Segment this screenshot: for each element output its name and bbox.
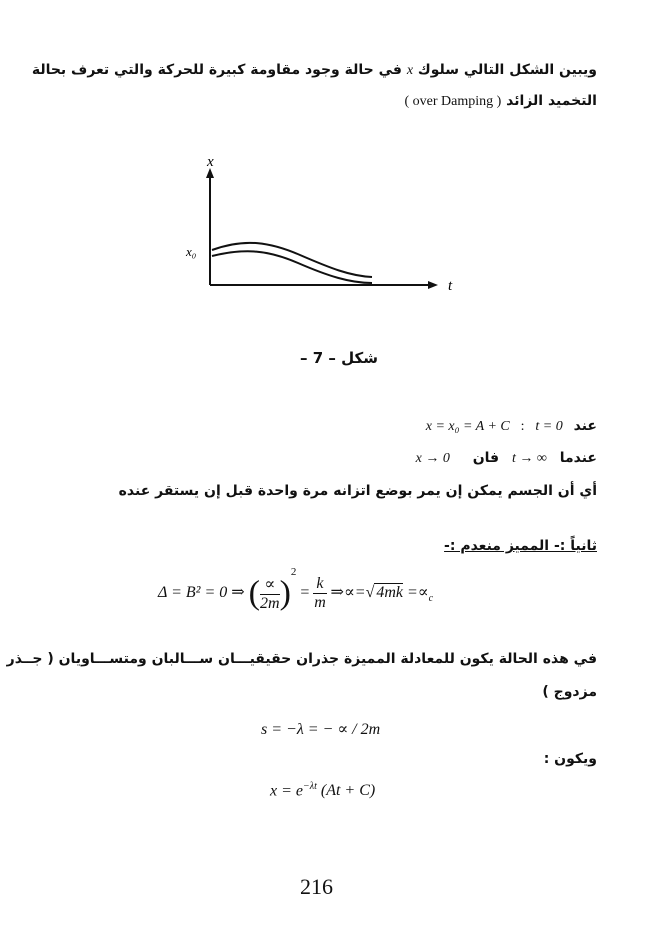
initial-equation: x = x₀ = A + C bbox=[425, 419, 510, 434]
body-paragraph-line-2: مزدوج ) bbox=[542, 684, 597, 700]
limit-condition-line bbox=[416, 450, 597, 468]
k-numerator: k bbox=[313, 575, 326, 594]
open-paren: ( bbox=[248, 574, 260, 612]
section-heading: ثانياً :- المميز منعدم :- bbox=[444, 538, 597, 554]
initial-time: t = 0 bbox=[535, 419, 563, 434]
alpha-over-2m bbox=[260, 574, 280, 613]
delta-lhs: Δ = B² = 0 ⇒ bbox=[158, 584, 245, 601]
meaning-line: أي أن الجسم يمكن إن يمر بوضع اتزانه مرة واحدة قبل إن يستقر عنده bbox=[118, 483, 597, 499]
curve-lower bbox=[212, 251, 372, 283]
equals-sign: = bbox=[300, 584, 310, 601]
when-label: عند bbox=[573, 418, 597, 434]
result-rhs: =∝ bbox=[407, 584, 429, 601]
critical-subscript: c bbox=[428, 593, 434, 605]
intro-line-2-english: ( over Damping ) bbox=[404, 94, 502, 109]
solution-exponent: −λt bbox=[303, 781, 317, 792]
x-axis-arrow bbox=[428, 281, 438, 289]
intro-line-1-before: ويبين الشكل التالي سلوك bbox=[417, 62, 597, 78]
k-over-m bbox=[313, 575, 326, 612]
close-paren: ) bbox=[279, 574, 291, 612]
critical-damping-equation bbox=[158, 566, 433, 613]
frac-numerator: ∝ bbox=[260, 574, 280, 595]
result-lhs: ⇒∝= bbox=[330, 584, 366, 601]
and-is-label: ويكون : bbox=[543, 751, 597, 767]
when-label-2: عندما bbox=[559, 450, 597, 466]
intro-line-2 bbox=[404, 93, 597, 111]
limit-equation: x → 0 bbox=[415, 451, 450, 466]
power-two: 2 bbox=[290, 566, 297, 578]
figure-caption: شكل – 7 – bbox=[300, 349, 378, 367]
intro-line-1 bbox=[32, 62, 597, 80]
sqrt-sign: √ bbox=[365, 584, 375, 601]
colon-separator: : bbox=[520, 419, 525, 434]
solution-tail: (At + C) bbox=[320, 782, 376, 800]
y-axis-label: x bbox=[207, 154, 214, 170]
intro-line-1-after: في حالة وجود مقاومة كبيرة للحركة والتي تعرف بحالة bbox=[31, 62, 402, 78]
overdamping-figure bbox=[150, 150, 470, 300]
then-label: فان bbox=[472, 450, 500, 466]
time-limit: t → ∞ bbox=[511, 451, 547, 466]
sqrt-expression: 4mk bbox=[376, 584, 403, 601]
k-denominator: m bbox=[314, 593, 326, 611]
frac-denominator: 2m bbox=[260, 594, 280, 612]
body-paragraph-line-1: في هذه الحالة يكون للمعادلة المميزة جذران حقيقيـــان ســـالبان ومتســـاويان ( جــذر bbox=[6, 651, 597, 667]
page-number: 216 bbox=[300, 874, 333, 899]
solution-base: x = e bbox=[270, 782, 303, 800]
solution-equation bbox=[270, 781, 375, 800]
intro-variable-x: x bbox=[406, 63, 414, 78]
intro-line-2-arabic: التخميد الزائد bbox=[506, 93, 597, 109]
x-axis-label: t bbox=[448, 278, 453, 294]
x0-label: x₀ bbox=[186, 244, 197, 259]
root-equation: s = −λ = − ∝ / 2m bbox=[261, 721, 381, 738]
initial-condition-line bbox=[426, 418, 597, 436]
